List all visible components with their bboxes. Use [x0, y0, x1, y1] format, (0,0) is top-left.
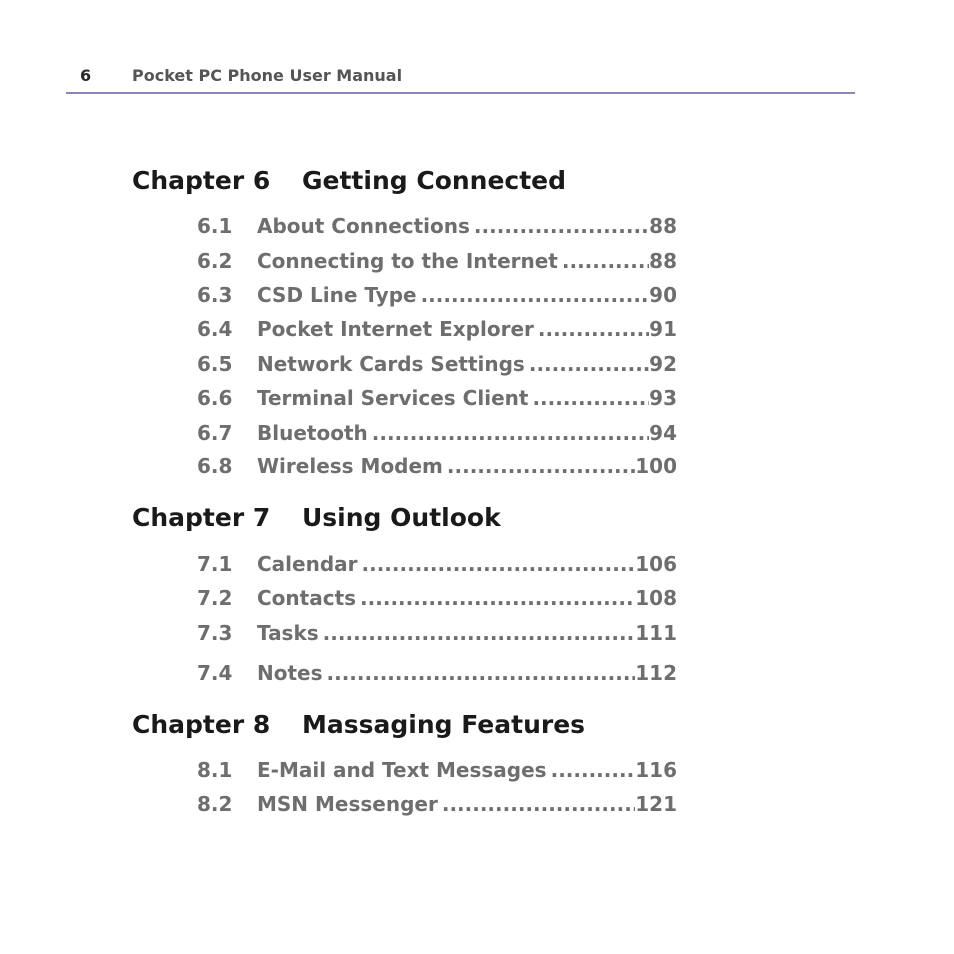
section-title: Network Cards Settings [257, 352, 525, 376]
toc-entry[interactable] [197, 317, 677, 345]
toc-entry[interactable] [197, 214, 677, 242]
toc-entry[interactable] [197, 352, 677, 380]
section-number: 8.1 [197, 758, 233, 782]
section-title: E-Mail and Text Messages [257, 758, 547, 782]
section-page: 90 [649, 283, 677, 307]
section-number: 6.8 [197, 454, 233, 478]
chapter-title: Using Outlook [302, 503, 501, 532]
section-page: 112 [635, 661, 677, 685]
section-number: 7.4 [197, 661, 233, 685]
dot-leader [323, 621, 636, 645]
chapter-heading [132, 166, 752, 200]
chapter-title: Massaging Features [302, 710, 586, 739]
section-page: 93 [649, 386, 677, 410]
chapter-number: Chapter 6 [132, 166, 271, 195]
section-page: 121 [635, 792, 677, 816]
toc-entry[interactable] [197, 661, 677, 689]
section-number: 7.3 [197, 621, 233, 645]
page-header [66, 62, 855, 94]
dot-leader [474, 214, 649, 238]
section-title: Calendar [257, 552, 358, 576]
section-title: Tasks [257, 621, 319, 645]
section-page: 111 [635, 621, 677, 645]
section-title: MSN Messenger [257, 792, 438, 816]
section-title: Notes [257, 661, 323, 685]
dot-leader [372, 421, 649, 445]
dot-leader [532, 386, 649, 410]
section-number: 7.1 [197, 552, 233, 576]
section-page: 88 [649, 249, 677, 273]
dot-leader [551, 758, 636, 782]
toc-entry[interactable] [197, 621, 677, 649]
section-page: 108 [635, 586, 677, 610]
dot-leader [421, 283, 650, 307]
section-number: 6.7 [197, 421, 233, 445]
toc-entry[interactable] [197, 249, 677, 277]
dot-leader [447, 454, 635, 478]
section-number: 6.6 [197, 386, 233, 410]
section-number: 8.2 [197, 792, 233, 816]
section-title: Bluetooth [257, 421, 368, 445]
toc-entry[interactable] [197, 586, 677, 614]
section-number: 6.1 [197, 214, 233, 238]
section-number: 6.4 [197, 317, 233, 341]
toc-entry[interactable] [197, 283, 677, 311]
section-number: 7.2 [197, 586, 233, 610]
dot-leader [529, 352, 649, 376]
toc-entry[interactable] [197, 454, 677, 482]
section-page: 94 [649, 421, 677, 445]
section-title: Connecting to the Internet [257, 249, 558, 273]
section-page: 116 [635, 758, 677, 782]
dot-leader [327, 661, 636, 685]
section-number: 6.3 [197, 283, 233, 307]
chapter-heading [132, 710, 752, 744]
chapter-number: Chapter 8 [132, 710, 271, 739]
section-title: Pocket Internet Explorer [257, 317, 534, 341]
section-title: CSD Line Type [257, 283, 417, 307]
section-title: About Connections [257, 214, 470, 238]
section-page: 88 [649, 214, 677, 238]
section-page: 100 [635, 454, 677, 478]
dot-leader [362, 552, 636, 576]
chapter-number: Chapter 7 [132, 503, 271, 532]
section-number: 6.2 [197, 249, 233, 273]
chapter-heading [132, 503, 752, 537]
section-page: 92 [649, 352, 677, 376]
chapter-title: Getting Connected [302, 166, 567, 195]
toc-entry[interactable] [197, 792, 677, 820]
dot-leader [562, 249, 649, 273]
section-number: 6.5 [197, 352, 233, 376]
dot-leader [538, 317, 649, 341]
section-page: 106 [635, 552, 677, 576]
section-title: Terminal Services Client [257, 386, 529, 410]
section-title: Contacts [257, 586, 357, 610]
dot-leader [442, 792, 635, 816]
section-page: 91 [649, 317, 677, 341]
toc-entry[interactable] [197, 421, 677, 449]
dot-leader [360, 586, 635, 610]
toc-entry[interactable] [197, 386, 677, 414]
document-title: Pocket PC Phone User Manual [132, 66, 403, 85]
page-number: 6 [80, 66, 92, 85]
toc-entry[interactable] [197, 552, 677, 580]
toc-entry[interactable] [197, 758, 677, 786]
section-title: Wireless Modem [257, 454, 443, 478]
